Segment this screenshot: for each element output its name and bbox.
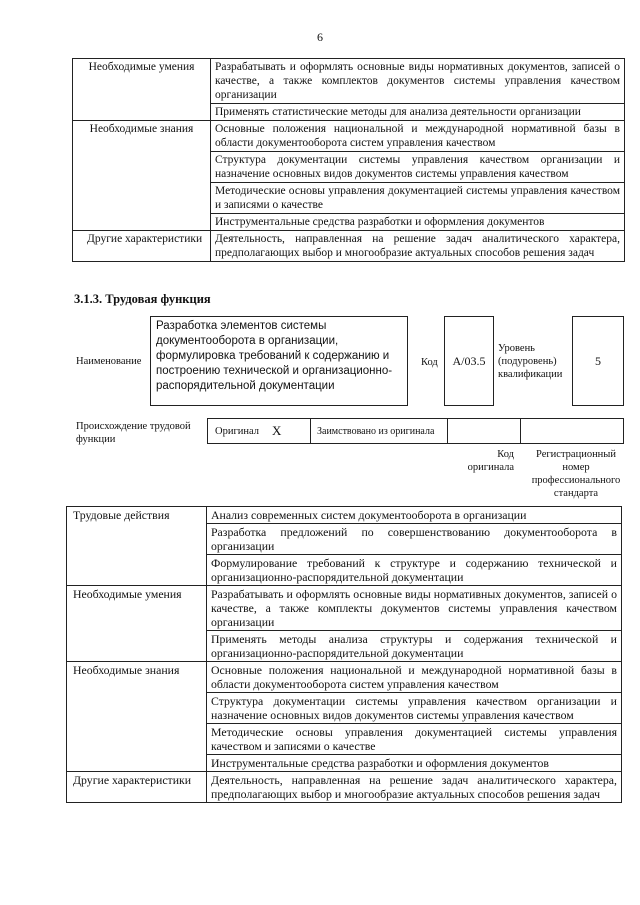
table-cell: Разрабатывать и оформлять основные виды нормативных документов, записей о качестве, а также комплектов документов системы управления качеством организации bbox=[211, 59, 625, 104]
table-cell: Основные положения национальной и международной нормативной базы в области документооборота систем управления качеством bbox=[207, 662, 622, 693]
table-row bbox=[67, 662, 622, 693]
function-name: Разработка элементов системы документооборота в организации, формулировка требований к содержанию и построению технической и организационно-распорядительной документации bbox=[156, 320, 393, 392]
borrowed-label: Заимствовано из оригинала bbox=[317, 426, 435, 437]
row-label: Другие характеристики bbox=[73, 231, 211, 262]
function-name-box bbox=[150, 316, 408, 406]
level-value: 5 bbox=[595, 353, 601, 368]
borrowed-box bbox=[310, 418, 448, 444]
function-code: A/03.5 bbox=[452, 353, 486, 368]
table-cell: Методические основы управления документацией системы управления качеством и записями о качестве bbox=[211, 183, 625, 214]
table-cell: Анализ современных систем документооборота в организации bbox=[207, 507, 622, 524]
row-label: Необходимые умения bbox=[73, 59, 211, 121]
original-mark: X bbox=[272, 423, 282, 438]
table-cell: Разрабатывать и оформлять основные виды нормативных документов, записей о качестве, а также комплекты документов системы управления качеством организации bbox=[207, 586, 622, 631]
table-cell: Применять методы анализа структуры и содержания технической и организационно-распорядительной документации bbox=[207, 631, 622, 662]
reg-number-box bbox=[520, 418, 624, 444]
table-row bbox=[73, 59, 625, 104]
table-cell: Структура документации системы управления качеством организации и назначение основных видов документов системы управления качеством bbox=[211, 152, 625, 183]
table-cell: Структура документации системы управления качеством организации и назначение основных видов документов системы управления качеством bbox=[207, 693, 622, 724]
table-cell: Методические основы управления документацией системы управления качеством и записями о качестве bbox=[207, 724, 622, 755]
top-requirements-table bbox=[72, 58, 625, 262]
code-caption: Код оригинала bbox=[467, 449, 514, 473]
table-cell: Основные положения национальной и международной нормативной базы в области документооборота систем управления качеством bbox=[211, 121, 625, 152]
row-label: Другие характеристики bbox=[67, 772, 207, 803]
labor-function-table bbox=[66, 506, 622, 803]
table-row bbox=[67, 507, 622, 524]
reg-caption: Регистрационный номер профессионального стандарта bbox=[531, 449, 621, 499]
row-label: Необходимые умения bbox=[67, 586, 207, 662]
table-cell: Деятельность, направленная на решение задач аналитического характера, предполагающих выбор и многообразие актуальных способов решения задач bbox=[211, 231, 625, 262]
code-label: Код bbox=[421, 357, 438, 368]
table-row bbox=[73, 121, 625, 152]
row-label: Трудовые действия bbox=[67, 507, 207, 586]
level-box bbox=[572, 316, 624, 406]
table-row bbox=[67, 586, 622, 631]
origin-label: Происхождение трудовой функции bbox=[76, 421, 191, 445]
table-cell: Инструментальные средства разработки и оформления документов bbox=[211, 214, 625, 231]
table-cell: Применять статистические методы для анализа деятельности организации bbox=[211, 104, 625, 121]
original-label: Оригинал bbox=[215, 426, 259, 437]
table-row bbox=[67, 772, 622, 803]
page-number: 6 bbox=[317, 30, 323, 44]
table-row bbox=[73, 231, 625, 262]
origin-code-box bbox=[447, 418, 521, 444]
function-code-box bbox=[444, 316, 494, 406]
section-title: 3.1.3. Трудовая функция bbox=[74, 292, 211, 306]
row-label: Необходимые знания bbox=[73, 121, 211, 231]
table-cell: Формулирование требований к структуре и содержанию технической и организационно-распорядительной документации bbox=[207, 555, 622, 586]
table-cell: Разработка предложений по совершенствованию документооборота в организации bbox=[207, 524, 622, 555]
table-cell: Деятельность, направленная на решение задач аналитического характера, предполагающих выбор и многообразие актуальных способов решения задач bbox=[207, 772, 622, 803]
original-box bbox=[207, 418, 311, 444]
name-label: Наименование bbox=[76, 356, 142, 367]
level-label: Уровень (подуровень) квалификации bbox=[498, 343, 563, 380]
row-label: Необходимые знания bbox=[67, 662, 207, 772]
table-cell: Инструментальные средства разработки и оформления документов bbox=[207, 755, 622, 772]
